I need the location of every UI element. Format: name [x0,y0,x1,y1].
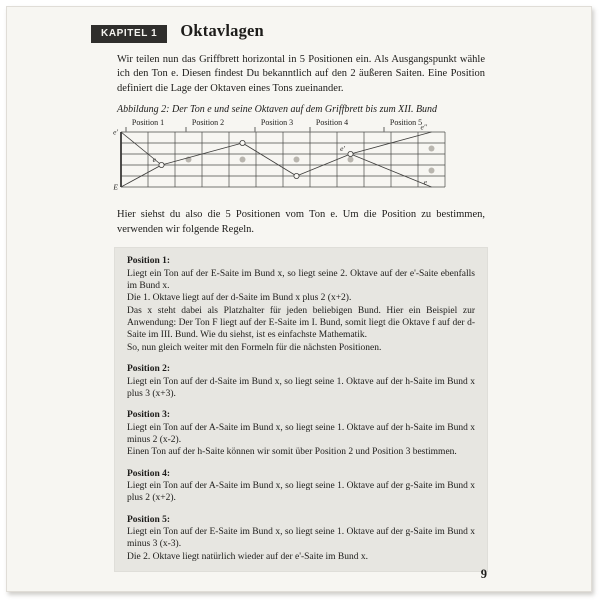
rule-text: Liegt ein Ton auf der E-Saite im Bund x, so liegt seine 2. Oktave auf der e'-Saite ebenfalls im Bund x. [127,268,475,292]
fretboard-diagram [107,118,451,202]
page-number: 9 [480,567,487,581]
rule-heading: Position 5: [127,514,171,525]
chapter-header [91,21,591,43]
position-label-3: Position 3 [260,118,294,128]
rule-text: Die 1. Oktave liegt auf der d-Saite im Bund x plus 2 (x+2). [127,293,352,304]
rule-text: So, nun gleich weiter mit den Formeln für die nächsten Positionen. [127,342,382,353]
position-ticks [126,127,384,132]
intro-paragraph: Wir teilen nun das Griffbrett horizontal in 5 Positionen ein. Als Ausgangspunkt wähle ich den Ton e. Diesen findest Du bekanntlich auf den 2 äußeren Saiten. Eine Position definiert die Lage der Oktaven eines Tons zueinander. [117,54,485,94]
rule-text: Liegt ein Ton auf der A-Saite im Bund x, so liegt seine 1. Oktave auf der g-Saite im Bund x plus 2 (x+2). [127,480,475,504]
label-open-low-e: E [113,182,118,192]
rule-text: Liegt ein Ton auf der E-Saite im Bund x, so liegt seine 1. Oktave auf der g-Saite im Bund x minus 3 (x-3). [127,526,475,550]
octave-lines [121,132,432,187]
label-open-high-e: e' [113,127,118,137]
page-title: Oktavlagen [180,21,264,40]
label-fret12-low-e: e [423,177,427,187]
label-g-string-fret9: e' [340,144,345,154]
rule-position-2 [127,363,475,400]
figure-caption: Abbildung 2: Der Ton e und seine Oktaven auf dem Griffbrett bis zum XII. Bund [117,104,438,116]
rule-text: Liegt ein Ton auf der A-Saite im Bund x, so liegt seine 1. Oktave auf der h-Saite im Bund x minus 2 (x-2). [127,422,475,445]
rule-position-4 [127,468,475,505]
rule-text: Die 2. Oktave liegt natürlich wieder auf der e'-Saite im Bund x. [127,551,368,562]
book-page [6,6,592,592]
position-label-4: Position 4 [315,118,349,128]
rule-heading: Position 3: [127,410,171,421]
rule-position-1 [127,255,475,354]
after-figure-paragraph: Hier siehst du also die 5 Positionen vom Ton e. Um die Position zu bestimmen, verwenden wir folgende Regeln. [117,209,485,235]
rule-position-3 [127,409,475,458]
rule-text: Einen Ton auf der h-Saite können wir somit über Position 2 und Position 3 bestimmen. [127,447,457,458]
position-labels [132,118,422,127]
chapter-kicker: KAPITEL 1 [91,25,167,43]
rule-text: Das x steht dabei als Platzhalter für jeden beliebigen Bund. Hier ein Beispiel zur Anwendung: Der Ton F liegt auf der E-Saite im I. Bund, somit liegt die Oktave f auf der d-Saite im III. Bund. Wie du siehst, ist es einfachste Mathematik. [127,305,475,341]
rule-position-5 [127,514,475,563]
rule-heading: Position 1: [127,256,171,267]
rule-heading: Position 4: [127,468,171,479]
label-fret12-high-e: e'' [420,122,427,132]
position-label-2: Position 2 [191,118,225,128]
rules-box [114,247,488,572]
position-label-5: Position 5 [389,118,423,128]
fret-grid [121,132,445,187]
label-d-string-fret2: e [152,155,156,165]
rule-text: Liegt ein Ton auf der d-Saite im Bund x, so liegt seine 1. Oktave auf der h-Saite im Bund x plus 3 (x+3). [127,376,475,399]
rule-heading: Position 2: [127,364,171,375]
fretboard-svg [107,118,451,202]
position-label-1: Position 1 [131,118,165,128]
note-labels [112,123,427,192]
